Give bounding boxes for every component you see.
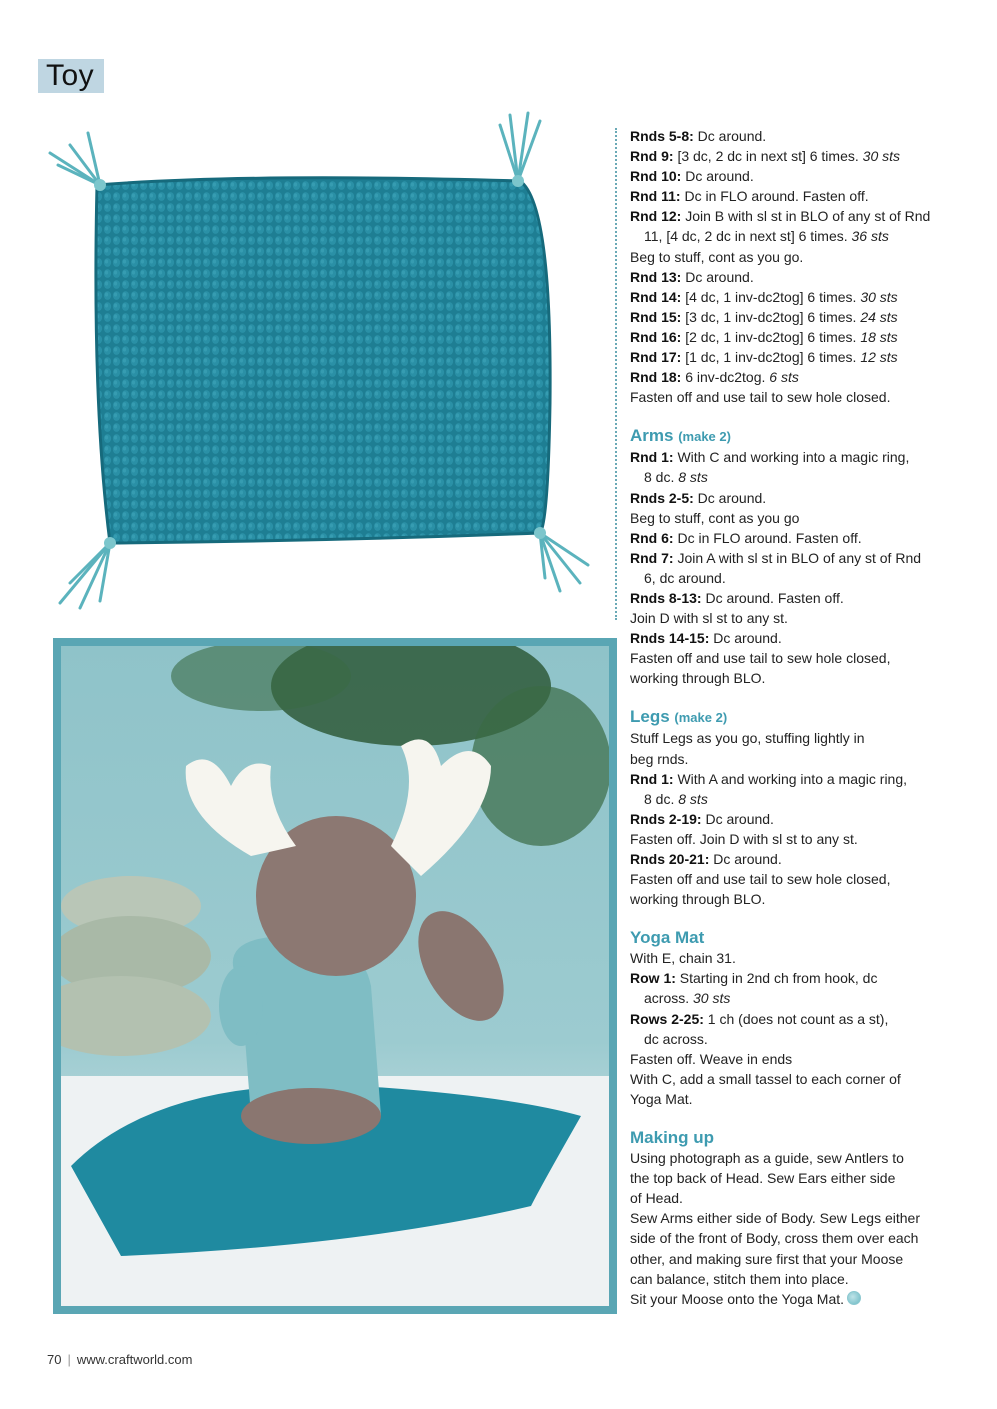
instruction-line: [630, 568, 960, 588]
arms-note: (make 2): [678, 429, 731, 445]
footer-separator: |: [67, 1352, 71, 1367]
making-up-instructions: [630, 1148, 960, 1309]
instruction-line: [630, 206, 960, 226]
stitch-count: 8 sts: [678, 469, 708, 486]
instruction-text: Join D with sl st to any st.: [630, 610, 788, 627]
instruction-text: can balance, stitch them into place.: [630, 1270, 849, 1287]
stitch-count: 36 sts: [851, 228, 889, 245]
instruction-label: Rnds 2-5:: [630, 489, 694, 506]
stitch-count: 24 sts: [860, 308, 898, 325]
instruction-line: [630, 849, 960, 869]
stitch-count: 30 sts: [860, 288, 898, 305]
instruction-line: [630, 488, 960, 508]
page-number: 70: [47, 1352, 62, 1367]
yarn-ball-icon: [847, 1291, 861, 1305]
instruction-text: Dc around.: [709, 851, 782, 867]
instruction-text: Dc around.: [709, 630, 782, 647]
instruction-text: With C, add a small tassel to each corner of: [630, 1070, 901, 1087]
stitch-count: 6 sts: [769, 369, 799, 386]
instruction-text: beg rnds.: [630, 750, 689, 767]
instruction-text: Fasten off. Weave in ends: [630, 1050, 793, 1067]
yoga-mat-instructions: [630, 948, 960, 1109]
instruction-line: [630, 508, 960, 528]
instruction-label: Rnd 6:: [630, 529, 674, 546]
instruction-text: Join B with sl st in BLO of any st of Rnd: [681, 208, 931, 225]
instruction-text: With C and working into a magic ring,: [673, 449, 910, 466]
instruction-label: Rnds 5-8:: [630, 128, 694, 144]
instruction-label: Rnd 12:: [630, 208, 682, 225]
instruction-text: Fasten off. Join D with sl st to any st.: [630, 830, 858, 847]
instruction-line: [630, 1009, 960, 1029]
instruction-line: [630, 1069, 960, 1089]
instruction-text: Dc around.: [693, 128, 767, 144]
instruction-text: side of the front of Body, cross them over each: [630, 1230, 919, 1247]
legs-instructions: [630, 728, 960, 909]
instruction-line: [630, 528, 960, 548]
arms-heading: [630, 426, 960, 447]
instruction-line: [630, 347, 960, 367]
instruction-text: 6, dc around.: [644, 569, 726, 586]
instruction-line: [630, 608, 960, 628]
yoga-mat-image: [40, 103, 595, 613]
instruction-label: Row 1:: [630, 970, 676, 987]
instruction-line: [630, 1289, 960, 1309]
instruction-line: [630, 327, 960, 347]
making-up-title: Making up: [630, 1128, 715, 1148]
instruction-text: dc across.: [644, 1030, 708, 1047]
instruction-line: [630, 447, 960, 467]
stitch-count: 30 sts: [862, 148, 901, 165]
instruction-text: Fasten off and use tail to sew hole closed,: [630, 871, 891, 888]
instruction-line: [630, 628, 960, 648]
yoga-mat-title: Yoga Mat: [630, 928, 705, 948]
instruction-line: [630, 769, 960, 789]
instruction-label: Rnd 15:: [630, 308, 682, 325]
instruction-text: 6 inv-dc2tog.: [681, 369, 770, 386]
instruction-line: [630, 1208, 960, 1228]
instruction-text: 8 dc.: [644, 790, 679, 807]
legs-title: Legs: [630, 707, 670, 727]
instruction-line: [630, 548, 960, 568]
instruction-label: Rnds 8-13:: [630, 589, 702, 606]
moose-photo-frame: [53, 638, 617, 1314]
arms-instructions: [630, 447, 960, 688]
instruction-line: [630, 467, 960, 487]
instruction-text: Join A with sl st in BLO of any st of Rnd: [673, 549, 922, 566]
instruction-text: the top back of Head. Sew Ears either side: [630, 1170, 896, 1187]
stitch-count: 30 sts: [693, 990, 731, 1007]
page-footer: [47, 1352, 192, 1367]
instruction-label: Rows 2-25:: [630, 1010, 704, 1027]
instruction-label: Rnds 20-21:: [630, 851, 710, 867]
instruction-line: [630, 267, 960, 287]
instruction-label: Rnds 14-15:: [630, 630, 710, 647]
instruction-line: [630, 146, 960, 166]
instruction-line: [630, 889, 960, 909]
instruction-text: of Head.: [630, 1190, 683, 1207]
instruction-line: [630, 1168, 960, 1188]
instruction-text: Sit your Moose onto the Yoga Mat.: [630, 1290, 845, 1307]
instruction-text: working through BLO.: [630, 670, 766, 687]
instruction-line: [630, 307, 960, 327]
instruction-line: [630, 126, 960, 146]
instruction-label: Rnds 2-19:: [630, 810, 702, 827]
instruction-line: [630, 728, 960, 748]
instruction-text: working through BLO.: [630, 891, 766, 908]
instruction-line: [630, 948, 960, 968]
instruction-line: [630, 226, 960, 246]
instruction-line: [630, 1228, 960, 1248]
instruction-line: [630, 1089, 960, 1109]
instruction-line: [630, 648, 960, 668]
making-up-heading: [630, 1128, 960, 1148]
instruction-line: [630, 968, 960, 988]
instruction-text: other, and making sure first that your Moose: [630, 1250, 904, 1267]
instruction-line: [630, 387, 960, 407]
instruction-text: With A and working into a magic ring,: [673, 770, 908, 787]
legs-note: (make 2): [674, 710, 728, 726]
instruction-line: [630, 1029, 960, 1049]
instruction-line: [630, 247, 960, 267]
instruction-line: [630, 869, 960, 889]
instruction-text: [3 dc, 1 inv-dc2tog] 6 times.: [681, 308, 861, 325]
instruction-line: [630, 1049, 960, 1069]
body-instructions: [630, 126, 960, 407]
instruction-text: With E, chain 31.: [630, 950, 736, 967]
instruction-line: [630, 1148, 960, 1168]
instruction-line: [630, 988, 960, 1008]
column-divider: [615, 128, 617, 620]
instruction-line: [630, 789, 960, 809]
footer-url[interactable]: www.craftworld.com: [76, 1352, 193, 1367]
instruction-text: [2 dc, 1 inv-dc2tog] 6 times.: [681, 328, 861, 345]
yoga-mat-heading: [630, 928, 960, 948]
instruction-line: [630, 367, 960, 387]
instruction-label: Rnd 18:: [630, 369, 682, 386]
instruction-line: [630, 809, 960, 829]
instruction-line: [630, 1269, 960, 1289]
stitch-count: 8 sts: [678, 790, 708, 807]
stitch-count: 18 sts: [860, 328, 898, 345]
moose-image: [61, 646, 609, 1306]
instruction-line: [630, 1188, 960, 1208]
instruction-text: [1 dc, 1 inv-dc2tog] 6 times.: [681, 349, 861, 366]
instruction-text: Dc around.: [701, 810, 774, 827]
instruction-text: Dc in FLO around. Fasten off.: [673, 529, 862, 546]
instruction-line: [630, 829, 960, 849]
instruction-label: Rnd 7:: [630, 549, 674, 566]
instruction-text: Beg to stuff, cont as you go.: [630, 248, 804, 265]
instruction-text: Dc around.: [693, 489, 767, 506]
instruction-text: Yoga Mat.: [630, 1090, 693, 1107]
instruction-line: [630, 1249, 960, 1269]
instruction-text: [3 dc, 2 dc in next st] 6 times.: [673, 148, 863, 165]
instruction-line: [630, 287, 960, 307]
yoga-mat-photo: [40, 103, 595, 613]
instruction-text: Using photograph as a guide, sew Antlers to: [630, 1150, 904, 1167]
instruction-text: Starting in 2nd ch from hook, dc: [675, 970, 878, 987]
instruction-text: Dc in FLO around. Fasten off.: [680, 188, 869, 205]
instruction-text: Dc around. Fasten off.: [701, 589, 844, 606]
pattern-text-column: [630, 126, 960, 1309]
instruction-text: Sew Arms either side of Body. Sew Legs either: [630, 1210, 920, 1227]
instruction-text: Dc around.: [681, 268, 754, 285]
instruction-text: Beg to stuff, cont as you go: [630, 509, 800, 526]
legs-heading: [630, 707, 960, 728]
instruction-label: Rnd 14:: [630, 288, 682, 305]
instruction-text: 1 ch (does not count as a st),: [703, 1010, 889, 1027]
instruction-line: [630, 166, 960, 186]
instruction-line: [630, 186, 960, 206]
instruction-text: 8 dc.: [644, 469, 679, 486]
instruction-label: Rnd 13:: [630, 268, 682, 285]
instruction-label: Rnd 17:: [630, 349, 682, 366]
instruction-label: Rnd 10:: [630, 168, 682, 185]
instruction-text: Fasten off and use tail to sew hole closed.: [630, 389, 891, 406]
instruction-text: Dc around.: [681, 168, 754, 185]
instruction-line: [630, 588, 960, 608]
instruction-text: Fasten off and use tail to sew hole closed,: [630, 650, 891, 667]
instruction-line: [630, 668, 960, 688]
instruction-label: Rnd 16:: [630, 328, 682, 345]
instruction-text: Stuff Legs as you go, stuffing lightly in: [630, 730, 865, 747]
instruction-text: 11, [4 dc, 2 dc in next st] 6 times.: [644, 228, 852, 245]
instruction-label: Rnd 1:: [630, 770, 674, 787]
section-tag: Toy: [38, 59, 104, 93]
instruction-text: across.: [644, 990, 694, 1007]
instruction-label: Rnd 1:: [630, 449, 674, 466]
arms-title: Arms: [630, 426, 674, 446]
instruction-text: [4 dc, 1 inv-dc2tog] 6 times.: [681, 288, 861, 305]
stitch-count: 12 sts: [860, 349, 898, 366]
instruction-line: [630, 749, 960, 769]
instruction-label: Rnd 11:: [630, 188, 681, 205]
instruction-label: Rnd 9:: [630, 148, 674, 165]
